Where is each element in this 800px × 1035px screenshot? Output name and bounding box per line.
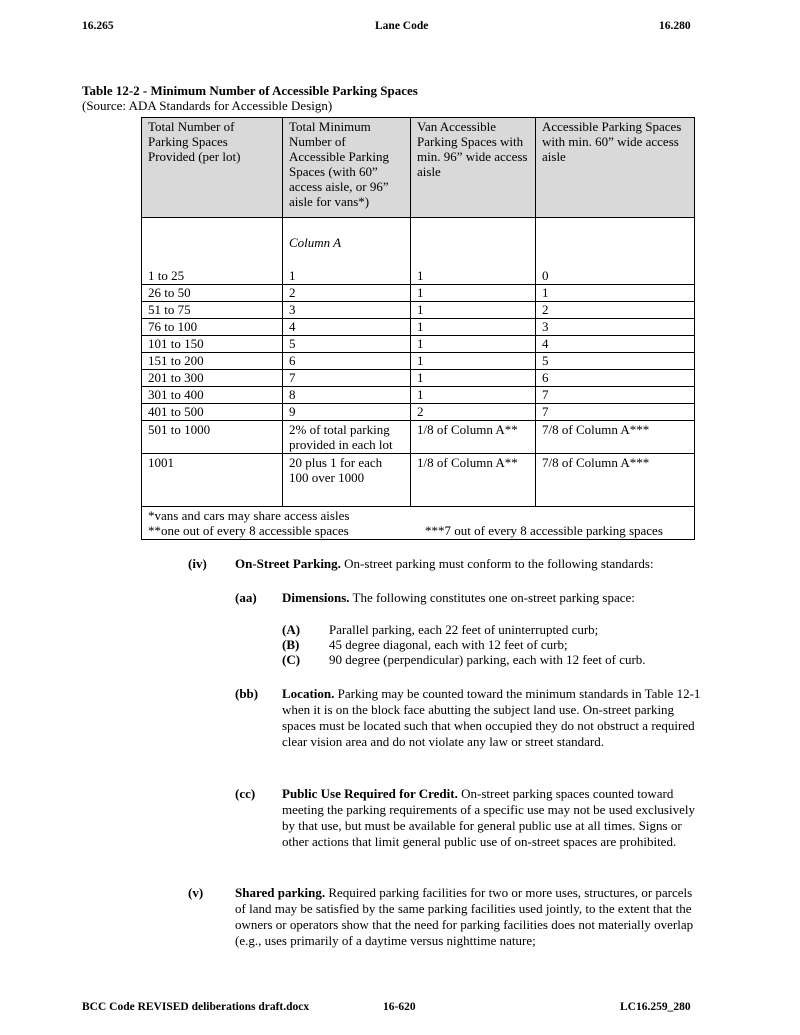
item-number: (B) (282, 637, 300, 652)
column-header: Total Minimum Number of Accessible Parking Spaces (with 60” access aisle, or 96” aisle for vans*) (283, 118, 411, 218)
table-cell: 1 (411, 285, 536, 302)
table-cell: 401 to 500 (142, 404, 283, 421)
table-cell: 5 (283, 336, 411, 353)
table-cell: 3 (536, 319, 695, 336)
table-cell: 1 (411, 302, 536, 319)
table-cell: 76 to 100 (142, 319, 283, 336)
table-cell: 151 to 200 (142, 353, 283, 370)
section-title: Public Use Required for Credit. (282, 786, 458, 801)
table-header-row (142, 118, 695, 218)
section-title: On-Street Parking. (235, 556, 341, 571)
section-aa (282, 590, 702, 606)
table-row (142, 387, 695, 404)
item-text: Parallel parking, each 22 feet of uninterrupted curb; (329, 622, 599, 637)
section-text: Required parking facilities for two or more uses, structures, or parcels of land may be satisfied by the same parking facilities used jointly, to the extent that the owners or operators show that the need for parking facilities does not materially overlap (e.g., uses primarily of a daytime versus nighttime nature; (235, 885, 694, 948)
footer-left: BCC Code REVISED deliberations draft.docx (82, 1001, 310, 1013)
table-notes (142, 507, 695, 540)
table-row (142, 353, 695, 370)
table-cell: 1 (411, 353, 536, 370)
table-row (142, 302, 695, 319)
footer-center: 16-620 (383, 1001, 416, 1013)
table-cell: 7 (536, 387, 695, 404)
section-number: (v) (188, 885, 204, 900)
table-cell: 1 (411, 218, 536, 285)
note: *vans and cars may share access aisles (148, 508, 350, 523)
table-cell: 1/8 of Column A** (411, 421, 536, 454)
table-cell: 51 to 75 (142, 302, 283, 319)
section-cc (282, 786, 702, 850)
table-row (142, 454, 695, 507)
accessible-parking-table (141, 117, 695, 540)
header-center: Lane Code (375, 20, 429, 32)
table-cell: 20 plus 1 for each 100 over 1000 (283, 454, 411, 507)
table-cell: 9 (283, 404, 411, 421)
section-text: On-street parking spaces counted toward meeting the parking requirements of a specific use may not be used exclusively by that use, but must be available for general public use at all times. Signs or other actions that limit general public use of on-street spaces are prohibited. (282, 786, 695, 849)
table-title: Table 12-2 - Minimum Number of Accessible Parking Spaces (82, 83, 418, 98)
section-v (235, 885, 705, 949)
table-cell: 4 (283, 319, 411, 336)
table-cell: 1 (411, 319, 536, 336)
table-cell: 0 (536, 218, 695, 285)
table-row (142, 336, 695, 353)
table-cell: 1 (411, 370, 536, 387)
item-number: (A) (282, 622, 301, 637)
table-cell: 2 (411, 404, 536, 421)
table-cell: 2% of total parking provided in each lot (283, 421, 411, 454)
section-title: Dimensions. (282, 590, 350, 605)
table-row (142, 421, 695, 454)
column-header: Total Number of Parking Spaces Provided (per lot) (142, 118, 283, 218)
table-source: (Source: ADA Standards for Accessible Design) (82, 98, 333, 113)
table-cell: 301 to 400 (142, 387, 283, 404)
section-title: Shared parking. (235, 885, 326, 900)
table-row (142, 285, 695, 302)
section-text: On-street parking must conform to the following standards: (340, 556, 654, 571)
section-bb (282, 686, 702, 750)
table-cell (283, 218, 411, 285)
header-right: 16.280 (659, 20, 691, 32)
section-text: The following constitutes one on-street parking space: (349, 590, 635, 605)
table-cell: 1001 (142, 454, 283, 507)
table-cell: 7/8 of Column A*** (536, 421, 695, 454)
table-cell: 2 (536, 302, 695, 319)
table-cell: 1 (411, 387, 536, 404)
table-cell-value: 1 (289, 268, 296, 283)
table-cell: 26 to 50 (142, 285, 283, 302)
table-row (142, 218, 695, 285)
column-header: Accessible Parking Spaces with min. 60” wide access aisle (536, 118, 695, 218)
section-number: (cc) (235, 786, 256, 801)
table-cell: 6 (536, 370, 695, 387)
table-cell: 6 (283, 353, 411, 370)
table-cell: 8 (283, 387, 411, 404)
table-cell: 1 (411, 336, 536, 353)
table-cell: 101 to 150 (142, 336, 283, 353)
table-cell: 7/8 of Column A*** (536, 454, 695, 507)
table-cell: 3 (283, 302, 411, 319)
table-cell: 7 (283, 370, 411, 387)
table-cell: 1 (536, 285, 695, 302)
section-text: Parking may be counted toward the minimum standards in Table 12-1 when it is on the block face abutting the subject land use. On-street parking spaces must be located such that when occupied they do not obstruct a required clear vision area and do not violate any law or street standard. (282, 686, 701, 749)
section-title: Location. (282, 686, 335, 701)
item-text: 45 degree diagonal, each with 12 feet of curb; (329, 637, 568, 652)
table-notes-row (142, 507, 695, 540)
footer-right: LC16.259_280 (620, 1001, 691, 1013)
table-cell: 201 to 300 (142, 370, 283, 387)
table-cell: 5 (536, 353, 695, 370)
table-cell: 1/8 of Column A** (411, 454, 536, 507)
table-cell: 7 (536, 404, 695, 421)
section-iv (235, 556, 710, 572)
section-number: (iv) (188, 556, 207, 571)
item-text: 90 degree (perpendicular) parking, each with 12 feet of curb. (329, 652, 646, 667)
item-number: (C) (282, 652, 301, 667)
table-row (142, 319, 695, 336)
table-cell: 2 (283, 285, 411, 302)
table-row (142, 370, 695, 387)
table-row (142, 404, 695, 421)
note: **one out of every 8 accessible spaces (148, 523, 349, 538)
column-a-label: Column A (289, 235, 342, 250)
section-number: (bb) (235, 686, 259, 701)
table-cell: 1 to 25 (142, 218, 283, 285)
table-cell: 4 (536, 336, 695, 353)
column-header: Van Accessible Parking Spaces with min. 96” wide access aisle (411, 118, 536, 218)
section-number: (aa) (235, 590, 257, 605)
header-left: 16.265 (82, 20, 114, 32)
table-cell: 501 to 1000 (142, 421, 283, 454)
note: ***7 out of every 8 accessible parking spaces (425, 523, 663, 538)
